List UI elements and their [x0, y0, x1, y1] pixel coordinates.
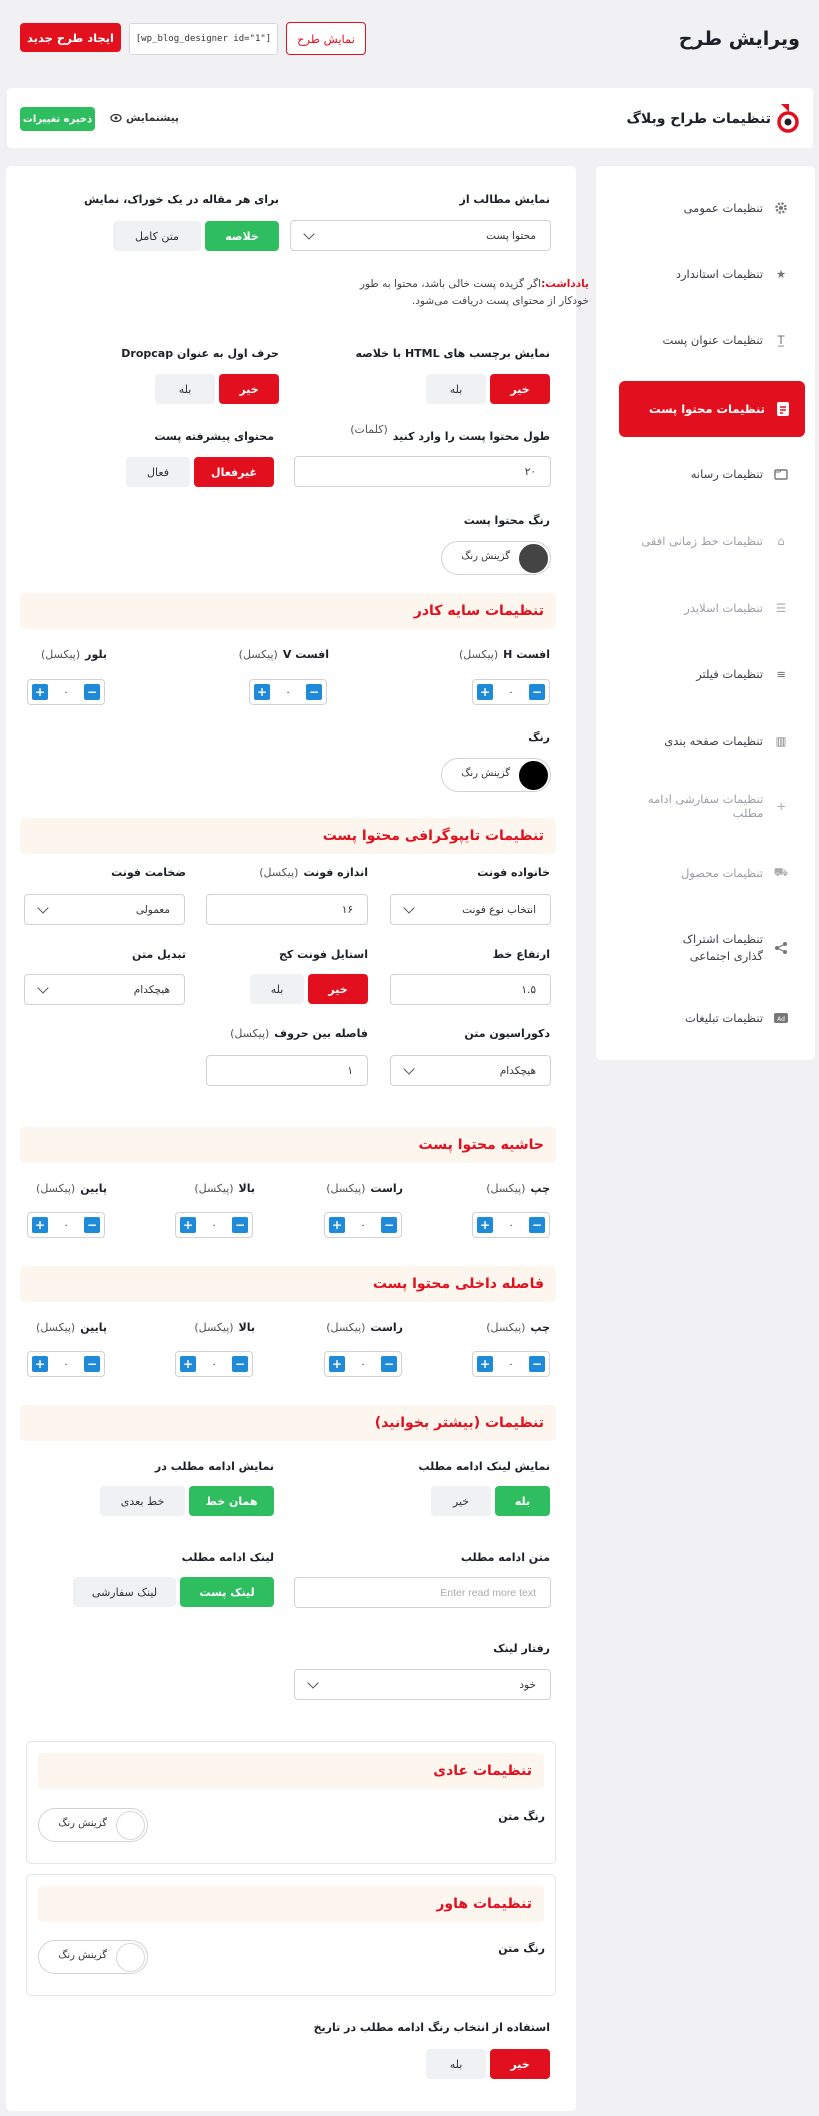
side-text: پایین [80, 1182, 107, 1195]
content-color-picker[interactable] [441, 541, 551, 575]
settings-topbar [7, 88, 813, 148]
media-folder-icon [773, 466, 789, 482]
font-family-label: خانواده فونت [477, 866, 550, 879]
dropcap-no[interactable]: خیر [219, 374, 279, 404]
color-picker-label: گزینش رنگ [461, 551, 510, 562]
dropcap-label: حرف اول به عنوان Dropcap [121, 347, 279, 360]
excerpt-option[interactable]: خلاصه [205, 221, 279, 251]
font-size-input[interactable]: ۱۶ [206, 894, 368, 925]
sidebar-item-label: تنظیمات استاندارد [675, 267, 763, 281]
unit-label: (پیکسل) [486, 1321, 526, 1334]
select-value: انتخاب نوع فونت [462, 903, 536, 916]
chevron-down-icon [307, 1677, 318, 1688]
font-weight-select[interactable] [24, 894, 185, 925]
stepper-value: ۰ [211, 1358, 217, 1370]
letter-spacing-text: فاصله بین حروف [274, 1027, 368, 1040]
minus-button[interactable]: − [529, 1356, 545, 1372]
padding-section-header: فاصله داخلی محتوا پست [20, 1266, 556, 1302]
normal-text-color-picker[interactable] [38, 1808, 148, 1842]
plus-button[interactable]: + [254, 684, 270, 700]
sidebar-item-label: تنظیمات سفارشی ادامه مطلب [647, 792, 764, 820]
plus-button[interactable]: + [329, 1356, 345, 1372]
html-tags-no[interactable]: خیر [490, 374, 550, 404]
show-readmore-label: نمایش لینک ادامه مطلب [418, 1460, 550, 1473]
normal-text-color-label: رنگ متن [498, 1810, 545, 1823]
hover-text-color-label: رنگ متن [498, 1942, 545, 1955]
sidebar-item-product[interactable] [617, 850, 803, 896]
show-readmore-no[interactable]: خیر [431, 1486, 491, 1516]
stepper-value: ۰ [508, 1358, 514, 1370]
content-length-text: طول محتوا پست را وارد کنید [392, 430, 550, 443]
minus-button[interactable]: − [84, 1356, 100, 1372]
minus-button[interactable]: − [529, 1217, 545, 1233]
normal-settings-header: تنظیمات عادی [38, 1753, 544, 1789]
link-behavior-select[interactable] [294, 1669, 551, 1700]
color-picker-label: گزینش رنگ [58, 1818, 107, 1829]
padding-right-stepper[interactable] [324, 1351, 402, 1377]
sidebar-item-label: تنظیمات صفحه بندی [664, 734, 763, 748]
create-new-layout-button[interactable]: ایجاد طرح جدید [20, 23, 121, 52]
sidebar-item-post-title[interactable] [617, 317, 803, 363]
advanced-content-label: محتوای پیشرفته پست [154, 430, 274, 443]
date-color-label: استفاده از انتخاب رنگ ادامه مطلب در تاریخ [313, 2021, 550, 2034]
custom-link-option[interactable]: لینک سفارشی [73, 1577, 176, 1607]
italic-no[interactable]: خیر [308, 974, 368, 1004]
advanced-content-toggle [126, 457, 274, 487]
side-text: بالا [238, 1182, 255, 1195]
html-tags-label: نمایش برچسب های HTML با خلاصه [355, 347, 550, 360]
full-text-option[interactable]: متن کامل [113, 221, 201, 251]
unit-label: (پیکسل) [458, 648, 499, 661]
stepper-value: ۰ [63, 1358, 69, 1370]
next-line-option[interactable]: خط بعدی [100, 1486, 185, 1516]
minus-button[interactable]: − [381, 1356, 397, 1372]
stepper-value: ۰ [285, 686, 291, 698]
readmore-link-toggle [73, 1577, 274, 1607]
settings-sidebar [596, 166, 815, 1060]
sidebar-item-label: تنظیمات اسلایدر [684, 601, 763, 615]
h-offset-label [459, 648, 550, 661]
margin-right-stepper[interactable] [324, 1212, 402, 1238]
padding-top-label [194, 1321, 255, 1334]
unit-label: (پیکسل) [40, 648, 81, 661]
content-length-input[interactable]: ۲۰ [294, 456, 551, 487]
unit-label: (پیکسل) [259, 866, 299, 879]
content-file-icon [775, 401, 791, 417]
unit-label: (پیکسل) [194, 1321, 234, 1334]
h-offset-text: افست H [503, 648, 550, 661]
margin-left-label [486, 1182, 550, 1195]
content-color-label: رنگ محتوا پست [463, 514, 550, 527]
plus-button[interactable]: + [32, 1356, 48, 1372]
sidebar-item-post-content[interactable] [619, 381, 805, 437]
minus-button[interactable]: − [381, 1217, 397, 1233]
sidebar-item-general[interactable] [617, 185, 803, 231]
hover-settings-header: تنظیمات هاور [38, 1886, 544, 1922]
eye-icon [110, 112, 122, 124]
readmore-position-label: نمایش ادامه مطلب در [154, 1460, 274, 1473]
sidebar-item-label: تنظیمات رسانه [690, 467, 763, 481]
minus-button[interactable]: − [84, 684, 100, 700]
padding-right-label [326, 1321, 403, 1334]
dropcap-yes[interactable]: بله [155, 374, 215, 404]
margin-section-header: حاشیه محتوا پست [20, 1127, 556, 1163]
v-offset-label [239, 648, 329, 661]
sidebar-item-label: تنظیمات تبلیغات [684, 1011, 763, 1025]
plus-button[interactable]: + [477, 1356, 493, 1372]
padding-bottom-label [36, 1321, 107, 1334]
color-swatch [519, 544, 548, 573]
padding-bottom-stepper[interactable] [27, 1351, 105, 1377]
italic-label: استایل فونت کج [278, 948, 368, 961]
font-weight-label: ضخامت فونت [111, 866, 186, 879]
italic-yes[interactable]: بله [250, 974, 304, 1004]
italic-toggle [250, 974, 368, 1004]
stepper-value: ۰ [508, 686, 514, 698]
minus-button[interactable]: − [232, 1217, 248, 1233]
html-tags-yes[interactable]: بله [426, 374, 486, 404]
margin-bottom-stepper[interactable] [27, 1212, 105, 1238]
font-size-text: اندازه فونت [303, 866, 368, 879]
side-text: چپ [530, 1321, 550, 1334]
excerpt-note [339, 276, 589, 310]
select-value: هیچکدام [499, 1064, 536, 1077]
letter-spacing-label [230, 1027, 368, 1040]
html-tags-toggle [426, 374, 550, 404]
blur-text: بلور [85, 648, 107, 661]
note-text: اگر گزیده پست خالی باشد، محتوا به طور خودکار از محتوای پست دریافت می‌شود. [359, 278, 589, 307]
stepper-value: ۰ [508, 1219, 514, 1231]
sidebar-item-label: تنظیمات خط زمانی افقی [641, 534, 763, 548]
preview-label: پیشنمایش [126, 112, 179, 124]
chevron-down-icon [303, 228, 314, 239]
color-swatch [116, 1811, 145, 1840]
minus-button[interactable]: − [529, 684, 545, 700]
brand [627, 102, 800, 136]
plus-icon: + [776, 799, 786, 813]
v-offset-stepper[interactable] [249, 679, 327, 705]
text-transform-select[interactable] [24, 974, 185, 1005]
side-text: چپ [530, 1182, 550, 1195]
brand-title: تنظیمات طراح وبلاگ [626, 111, 771, 127]
sidebar-item-ads[interactable] [617, 995, 803, 1041]
readmore-link-label: لینک ادامه مطلب [181, 1551, 274, 1564]
blur-stepper[interactable] [27, 679, 105, 705]
sidebar-item-media[interactable] [617, 451, 803, 497]
sidebar-item-label: تنظیمات فیلتر [696, 667, 763, 681]
share-icon [773, 940, 789, 956]
color-swatch [116, 1943, 145, 1972]
minus-button[interactable]: − [84, 1217, 100, 1233]
sidebar-item-label: تنظیمات اشتراک گذاری اجتماعی [682, 932, 763, 963]
plus-button[interactable]: + [32, 684, 48, 700]
text-title-icon: T̲ [777, 333, 785, 347]
font-size-label [259, 866, 368, 879]
padding-top-stepper[interactable] [175, 1351, 253, 1377]
sidebar-item-timeline[interactable] [617, 518, 803, 564]
typography-section-header: تنظیمات تایپوگرافی محتوا پست [20, 818, 556, 854]
shortcode-field[interactable]: [wp_blog_designer id="1"] [129, 23, 278, 55]
svg-text:Ad: Ad [777, 1016, 785, 1023]
sidebar-item-social-share[interactable] [617, 923, 803, 973]
readmore-text-input[interactable]: Enter read more text [294, 1577, 551, 1608]
readmore-position-toggle [100, 1486, 274, 1516]
gear-icon [773, 200, 789, 216]
same-line-option[interactable]: همان خط [189, 1486, 274, 1516]
brand-logo-icon [777, 102, 799, 136]
advanced-inactive[interactable]: غیرفعال [194, 457, 274, 487]
star-settings-icon: ★ [775, 267, 787, 281]
side-text: پایین [80, 1321, 107, 1334]
post-link-option[interactable]: لینک پست [180, 1577, 274, 1607]
plus-button[interactable]: + [32, 1217, 48, 1233]
ads-icon [773, 1010, 789, 1026]
unit-label: (پیکسل) [326, 1321, 366, 1334]
stepper-value: ۰ [360, 1358, 366, 1370]
chevron-down-icon [403, 1063, 414, 1074]
chevron-down-icon [37, 902, 48, 913]
h-offset-stepper[interactable] [472, 679, 550, 705]
date-color-no[interactable]: خیر [490, 2049, 550, 2079]
sidebar-item-label: تنظیمات محصول [680, 866, 763, 880]
per-post-display-label: برای هر مقاله در یک خوراک، نمایش [84, 193, 279, 206]
text-decoration-label: دکوراسیون متن [464, 1027, 550, 1040]
sidebar-item-filter[interactable] [617, 651, 803, 697]
stepper-value: ۰ [211, 1219, 217, 1231]
shadow-color-label: رنگ [528, 731, 550, 744]
content-length-label [350, 423, 550, 443]
page-title: ویرایش طرح [678, 28, 800, 50]
filter-icon: ≡ [776, 667, 786, 681]
sidebar-item-slider[interactable] [617, 585, 803, 631]
plus-button[interactable]: + [180, 1356, 196, 1372]
select-value: معمولی [135, 903, 170, 916]
stepper-value: ۰ [63, 1219, 69, 1231]
unit-label: (پیکسل) [326, 1182, 366, 1195]
hover-text-color-picker[interactable] [38, 1940, 148, 1974]
sidebar-item-label: تنظیمات عنوان پست [662, 333, 763, 347]
letter-spacing-input[interactable]: ۱ [206, 1055, 368, 1086]
readmore-text-label: متن ادامه مطلب [460, 1551, 550, 1564]
stepper-value: ۰ [63, 686, 69, 698]
side-text: راست [370, 1182, 403, 1195]
dropcap-toggle [155, 374, 279, 404]
unit-label: (پیکسل) [238, 648, 278, 661]
unit-label: (پیکسل) [36, 1321, 76, 1334]
unit-label: (پیکسل) [36, 1182, 76, 1195]
select-value: هیچکدام [133, 983, 170, 996]
plus-button[interactable]: + [180, 1217, 196, 1233]
unit-label: (پیکسل) [230, 1027, 270, 1040]
post-content-from-select[interactable] [290, 220, 551, 251]
note-title: یادداشت: [541, 278, 589, 290]
timeline-icon: ⌂ [777, 534, 785, 548]
show-readmore-toggle [431, 1486, 550, 1516]
cart-icon: ⛟ [773, 865, 789, 879]
margin-top-stepper[interactable] [175, 1212, 253, 1238]
preview-layout-button[interactable]: نمایش طرح [286, 22, 366, 55]
preview-link[interactable] [110, 112, 179, 124]
color-picker-label: گزینش رنگ [461, 768, 510, 779]
sidebar-item-custom-readmore[interactable] [617, 783, 803, 829]
minus-button[interactable]: − [232, 1356, 248, 1372]
color-swatch [519, 761, 548, 790]
date-color-yes[interactable]: بله [426, 2049, 486, 2079]
margin-bottom-label [36, 1182, 107, 1195]
stepper-value: ۰ [360, 1219, 366, 1231]
pagination-icon: ▥ [775, 734, 787, 748]
sidebar-item-pagination[interactable] [617, 718, 803, 764]
plus-button[interactable]: + [477, 1217, 493, 1233]
link-behavior-label: رفتار لینک [493, 1642, 550, 1655]
font-family-select[interactable] [390, 894, 551, 925]
post-content-from-label: نمایش مطالب از [459, 193, 550, 206]
sidebar-item-label: تنظیمات محتوا پست [649, 402, 765, 416]
margin-top-label [194, 1182, 255, 1195]
sidebar-item-standard[interactable] [617, 251, 803, 297]
shadow-color-picker[interactable] [441, 758, 551, 792]
sidebar-item-label: تنظیمات عمومی [683, 201, 763, 215]
line-height-label: ارتفاع خط [492, 948, 550, 961]
content-length-unit: (کلمات) [350, 423, 388, 436]
save-changes-button[interactable]: ذخیره تغییرات [20, 107, 95, 131]
side-text: راست [370, 1321, 403, 1334]
plus-button[interactable]: + [329, 1217, 345, 1233]
chevron-down-icon [37, 982, 48, 993]
select-value: محتوا پست [486, 229, 536, 242]
side-text: بالا [238, 1321, 255, 1334]
plus-button[interactable]: + [477, 684, 493, 700]
line-height-input[interactable]: ۱.۵ [390, 974, 551, 1005]
select-value: خود [519, 1678, 536, 1691]
margin-left-stepper[interactable] [472, 1212, 550, 1238]
readmore-section-header: تنظیمات (بیشتر بخوانید) [20, 1405, 556, 1441]
color-picker-label: گزینش رنگ [58, 1950, 107, 1961]
unit-label: (پیکسل) [194, 1182, 234, 1195]
slider-icon: ☰ [775, 601, 787, 615]
chevron-down-icon [403, 902, 414, 913]
text-decoration-select[interactable] [390, 1055, 551, 1086]
v-offset-text: افست V [282, 648, 329, 661]
padding-left-label [486, 1321, 550, 1334]
minus-button[interactable]: − [306, 684, 322, 700]
shadow-section-header: تنظیمات سایه کادر [20, 593, 556, 629]
padding-left-stepper[interactable] [472, 1351, 550, 1377]
blur-label [41, 648, 107, 661]
text-transform-label: تبدیل متن [132, 948, 186, 961]
margin-right-label [326, 1182, 403, 1195]
date-color-toggle [426, 2049, 550, 2079]
advanced-active[interactable]: فعال [126, 457, 190, 487]
unit-label: (پیکسل) [486, 1182, 526, 1195]
per-post-toggle [113, 221, 279, 251]
show-readmore-yes[interactable]: بله [495, 1486, 550, 1516]
